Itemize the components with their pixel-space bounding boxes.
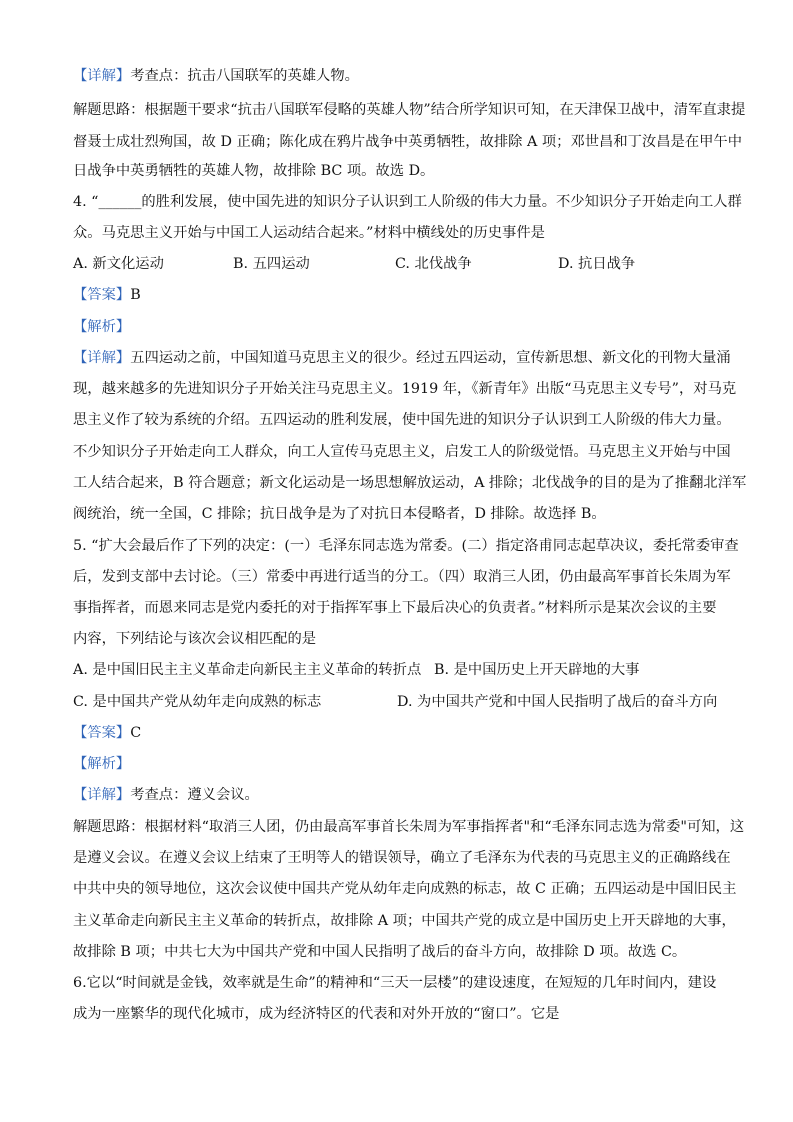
detail-label: 【详解】 — [73, 68, 131, 84]
q5-option-b: B. 是中国历史上开天辟地的大事 — [434, 662, 640, 678]
q5-option-a: A. 是中国旧民主主义革命走向新民主主义革命的转折点 — [73, 662, 422, 678]
q5-line: 中共中央的领导地位，这次会议使中国共产党从幼年走向成熟的标志，故 C 正确；五四运动是中国旧民主 — [73, 881, 737, 897]
q6-stem-line: 6.它以“时间就是金钱，效率就是生命”的精神和“三天一层楼”的建设速度，在短短的几年时间内，建设 — [73, 975, 717, 991]
q4-detail-line: 工人结合起来，B 符合题意；新文化运动是一场思想解放运动，A 排除；北伐战争的目的是为了推翻北洋军 — [73, 475, 747, 491]
q5-stem-line: 事指挥者，而恩来同志是党内委托的对于指挥军事上下最后决心的负责者。”材料所示是某次会议的主要 — [73, 600, 717, 616]
q3-line: 解题思路：根据题干要求“抗击八国联军侵略的英雄人物”结合所学知识可知，在天津保卫战中，清军直隶提 — [73, 102, 746, 118]
q5-line: 故排除 B 项；中共七大为中国共产党和中国人民指明了战后的奋斗方向，故排除 D 项。故选 C。 — [73, 944, 687, 960]
q5-answer-line — [73, 723, 141, 743]
q4-stem-line: 4. “______的胜利发展，使中国先进的知识分子认识到工人阶级的伟大力量。不少知识分子开始走向工人群 — [73, 194, 742, 210]
q4-options — [73, 254, 733, 274]
detail-text: 五四运动之前，中国知道马克思主义的很少。经过五四运动，宣传新思想、新文化的刊物大量涌 — [130, 350, 731, 366]
q3-line: 督聂士成壮烈殉国，故 D 正确；陈化成在鸦片战争中英勇牺牲，故排除 A 项；邓世昌和丁汝昌是在甲午中 — [73, 134, 743, 150]
q5-options-row-2 — [73, 692, 733, 712]
q5-line: 解题思路：根据材料“取消三人团，仍由最高军事首长朱周为军事指挥者"和“毛泽东同志选为常委"可知，这 — [73, 819, 745, 835]
q4-detail-line: 阀统治，统一全国，C 排除；抗日战争是为了对抗日本侵略者，D 排除。故选择 B。 — [73, 506, 606, 522]
answer-value: B — [130, 287, 141, 303]
analysis-label: 【解析】 — [73, 319, 131, 335]
q4-detail-line: 思主义作了较为系统的介绍。五四运动的胜利发展，使中国先进的知识分子认识到工人阶级的伟大力量。 — [73, 412, 731, 428]
q5-stem-line: 内容，下列结论与该次会议相匹配的是 — [73, 631, 317, 647]
answer-value: C — [130, 725, 142, 741]
q5-options-row-1 — [73, 660, 733, 680]
q5-line: 主义革命走向新民主主义革命的转折点，故排除 A 项；中国共产党的成立是中国历史上开天辟地的大事， — [73, 913, 736, 929]
q4-option-b: B. 五四运动 — [233, 256, 310, 272]
q4-option-c: C. 北伐战争 — [395, 256, 472, 272]
answer-label: 【答案】 — [73, 725, 131, 741]
q4-answer-line — [73, 285, 141, 305]
q4-option-d: D. 抗日战争 — [558, 256, 636, 272]
q5-line: 是遵义会议。在遵义会议上结束了王明等人的错误领导，确立了毛泽东为代表的马克思主义的正确路线在 — [73, 850, 731, 866]
q3-line: 日战争中英勇牺牲的英雄人物，故排除 BC 项。故选 D。 — [73, 163, 435, 179]
q5-detail-line — [73, 785, 259, 805]
q4-detail-line: 现，越来越多的先进知识分子开始关注马克思主义。1919 年，《新青年》出版“马克思主义专号”，对马克 — [73, 381, 737, 397]
detail-text: 考查点：抗击八国联军的英雄人物。 — [130, 68, 359, 84]
q5-option-d: D. 为中国共产党和中国人民指明了战后的奋斗方向 — [397, 694, 718, 710]
q4-detail-line — [73, 348, 731, 368]
q3-detail-line — [73, 66, 359, 86]
q4-detail-line: 不少知识分子开始走向工人群众，向工人宣传马克思主义，启发工人的阶级觉悟。马克思主义开始与中国 — [73, 444, 731, 460]
detail-label: 【详解】 — [73, 350, 131, 366]
q5-stem-line: 后，发到支部中去讨论。（三）常委中再进行适当的分工。（四）取消三人团，仍由最高军事首长朱周为军 — [73, 569, 731, 585]
q5-option-c: C. 是中国共产党从幼年走向成熟的标志 — [73, 694, 322, 710]
analysis-label: 【解析】 — [73, 756, 131, 772]
q6-stem-line: 成为一座繁华的现代化城市，成为经济特区的代表和对外开放的“窗口”。它是 — [73, 1006, 560, 1022]
answer-label: 【答案】 — [73, 287, 131, 303]
q4-option-a: A. 新文化运动 — [73, 256, 164, 272]
detail-label: 【详解】 — [73, 787, 131, 803]
q5-stem-line: 5. “扩大会最后作了下列的决定：(一）毛泽东同志选为常委。(二）指定洛甫同志起草决议，委托常委审查 — [73, 538, 739, 554]
q4-stem-line: 众。马克思主义开始与中国工人运动结合起来。”材料中横线处的历史事件是 — [73, 225, 545, 241]
detail-text: 考查点：遵义会议。 — [130, 787, 259, 803]
